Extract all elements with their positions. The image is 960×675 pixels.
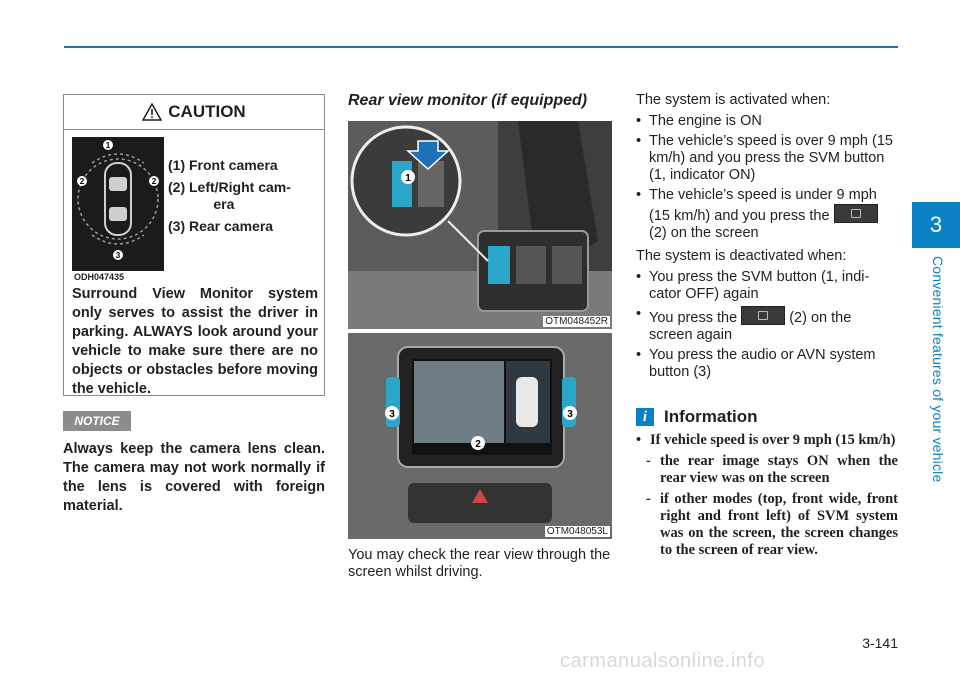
information-icon: i (636, 408, 654, 426)
deactivation-item: • You press the audio or AVN system button (3) (636, 347, 898, 381)
notice-text: Always keep the camera lens clean. The camera may not work normally if the lens is covered with foreign material. (63, 441, 325, 514)
photo1-code: OTM048452R (545, 316, 608, 327)
activation-item-text: (2) on the screen (649, 225, 759, 241)
information-sub-item: - if other modes (top, front wide, front right and front left) of SVM system was on the screen, the screen changes to the screen of rear view. (636, 491, 898, 559)
camera-list-item: (2) Left/Right cam- era (168, 179, 291, 212)
activation-item (636, 187, 898, 242)
svg-text:1: 1 (105, 141, 111, 150)
warning-icon (142, 103, 162, 121)
notice-label: NOTICE (63, 411, 131, 431)
caution-text: Surround View Monitor system only serves to assist the driver in parking. ALWAYS look around your vehicle to make sure there are no objects or obstacles before moving the vehicle. (72, 286, 318, 397)
svg-text:2: 2 (151, 177, 157, 186)
information-title: Information (664, 407, 758, 426)
svm-button-photo (348, 121, 612, 329)
information-body (636, 432, 898, 559)
camera-button-icon (834, 204, 878, 223)
camera-button-icon (741, 306, 785, 325)
svg-text:3: 3 (115, 251, 121, 260)
camera-list (168, 157, 318, 240)
deactivation-item (636, 306, 898, 344)
avn-screen-photo (348, 333, 612, 539)
activation-item: • The engine is ON (636, 113, 898, 130)
camera-list-item: (3) Rear camera (168, 218, 274, 234)
watermark: carmanualsonline.info (560, 650, 766, 672)
photo2-code: OTM048053L (546, 526, 608, 537)
camera-diagram (72, 137, 164, 271)
svg-text:3: 3 (389, 409, 395, 420)
deactivation-item-text: You press the (649, 310, 738, 326)
deactivation-heading: The system is deactivated when: (636, 248, 847, 264)
svg-text:2: 2 (475, 439, 481, 450)
deactivation-section (636, 248, 898, 384)
caution-box (63, 94, 325, 396)
svg-text:2: 2 (79, 177, 85, 186)
chapter-tab (912, 202, 960, 248)
svg-text:3: 3 (567, 409, 573, 420)
car-top-view-figure (72, 137, 164, 261)
rear-view-text: You may check the rear view through the screen whilst driving. (348, 547, 611, 580)
chapter-title: Convenient features of your vehicle (930, 256, 946, 483)
activation-item: • The vehicle’s speed is over 9 mph (15 km/h) and you press the SVM button (1, indicator ON) (636, 133, 898, 184)
screen-photo (348, 333, 612, 539)
information-bullet: • If vehicle speed is over 9 mph (15 km/h) (636, 432, 898, 449)
deactivation-item: • You press the SVM button (1, indi-cator OFF) again (636, 269, 898, 303)
deactivation-item-text: (2) on the screen again (649, 310, 852, 343)
section-title: Rear view monitor (if equipped) (348, 92, 588, 109)
activation-heading: The system is activated when: (636, 92, 831, 108)
header-rule (64, 46, 898, 48)
camera-list-item: (1) Front camera (168, 157, 278, 173)
console-photo (348, 121, 612, 329)
caution-header (64, 95, 324, 130)
activation-section (636, 92, 898, 245)
activation-item-text: The vehicle’s speed is under 9 mph (15 km/h) and you press the (649, 187, 877, 224)
caution-title: CAUTION (168, 102, 246, 121)
chapter-number: 3 (929, 212, 943, 237)
page-number: 3-141 (862, 635, 898, 651)
information-sub-item: - the rear image stays ON when the rear view was on the screen (636, 453, 898, 487)
information-header (636, 407, 758, 427)
svg-text:1: 1 (405, 173, 411, 184)
figure-code: ODH047435 (74, 272, 125, 282)
